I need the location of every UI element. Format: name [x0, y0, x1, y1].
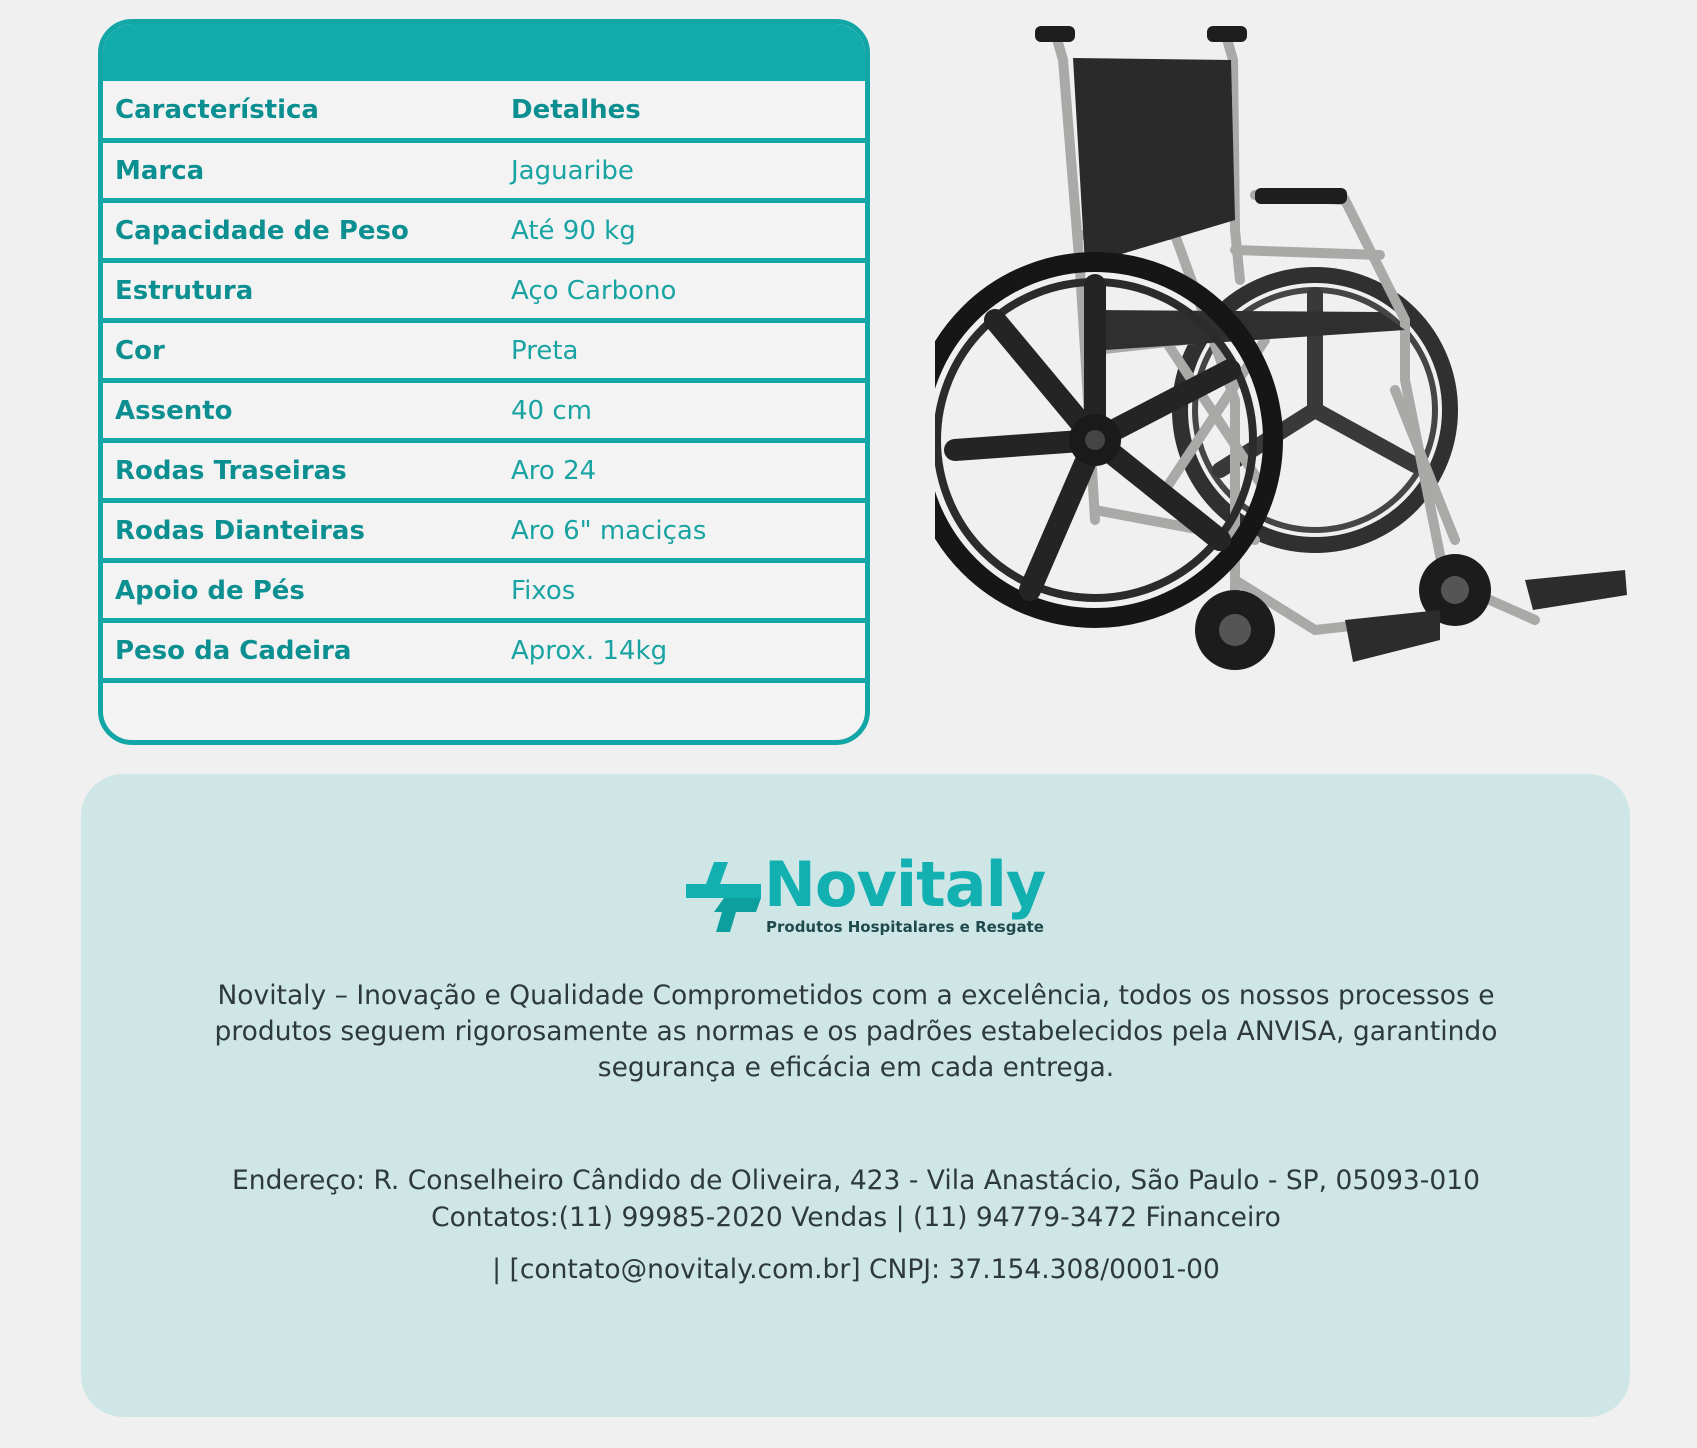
spec-table-card [98, 19, 870, 745]
email-cnpj-line: | [contato@novitaly.com.br] CNPJ: 37.154.308/0001-00 [492, 1254, 1220, 1285]
table-row [103, 263, 865, 323]
row-key: Rodas Traseiras [115, 455, 347, 486]
table-row [103, 323, 865, 383]
footrest-left [1345, 610, 1440, 662]
row-key: Assento [115, 395, 233, 426]
row-value: 40 cm [511, 395, 592, 426]
wheelchair-illustration [935, 20, 1635, 705]
company-info-panel [81, 774, 1630, 1417]
footrest-right [1525, 570, 1627, 610]
spec-table [103, 81, 865, 683]
brand-tagline: Produtos Hospitalares e Resgate [766, 918, 1044, 936]
column-header-details: Detalhes [511, 94, 641, 125]
row-key: Cor [115, 335, 165, 366]
address-line: Endereço: R. Conselheiro Cândido de Oliveira, 423 - Vila Anastácio, São Paulo - SP, 05093-010 [232, 1165, 1480, 1196]
row-key: Rodas Dianteiras [115, 515, 365, 546]
brand-name: Novitaly [764, 848, 1046, 921]
table-row [103, 623, 865, 683]
about-line: segurança e eficácia em cada entrega. [597, 1052, 1115, 1083]
about-line: Novitaly – Inovação e Qualidade Comprometidos com a excelência, todos os nossos processos e [217, 980, 1495, 1011]
row-value: Até 90 kg [511, 215, 636, 246]
row-key: Peso da Cadeira [115, 635, 352, 666]
logo-cross-icon [686, 854, 761, 934]
phone-contacts-line: Contatos:(11) 99985-2020 Vendas | (11) 94779-3472 Financeiro [431, 1202, 1281, 1233]
row-value: Fixos [511, 575, 576, 606]
table-row [103, 563, 865, 623]
row-value: Jaguaribe [511, 155, 634, 186]
about-line: produtos seguem rigorosamente as normas e os padrões estabelecidos pela ANVISA, garantindo [214, 1016, 1498, 1047]
row-key: Marca [115, 155, 205, 186]
table-header-row [103, 81, 865, 143]
table-row [103, 503, 865, 563]
row-value: Preta [511, 335, 579, 366]
table-row [103, 143, 865, 203]
front-caster-left [1195, 590, 1275, 670]
row-value: Aço Carbono [511, 275, 677, 306]
row-key: Estrutura [115, 275, 254, 306]
contact-block [141, 1162, 1571, 1236]
table-row [103, 443, 865, 503]
table-row [103, 383, 865, 443]
column-header-feature: Característica [115, 94, 319, 125]
brand-logo [686, 848, 1046, 944]
product-image [935, 20, 1635, 705]
row-value: Aprox. 14kg [511, 635, 668, 666]
row-value: Aro 6" maciças [511, 515, 707, 546]
about-paragraph [141, 978, 1571, 1086]
row-key: Capacidade de Peso [115, 215, 409, 246]
row-value: Aro 24 [511, 455, 597, 486]
spec-card-header-band [103, 24, 865, 81]
rear-wheel-near [935, 262, 1273, 618]
table-row [103, 203, 865, 263]
row-key: Apoio de Pés [115, 575, 305, 606]
backrest [1073, 58, 1235, 265]
